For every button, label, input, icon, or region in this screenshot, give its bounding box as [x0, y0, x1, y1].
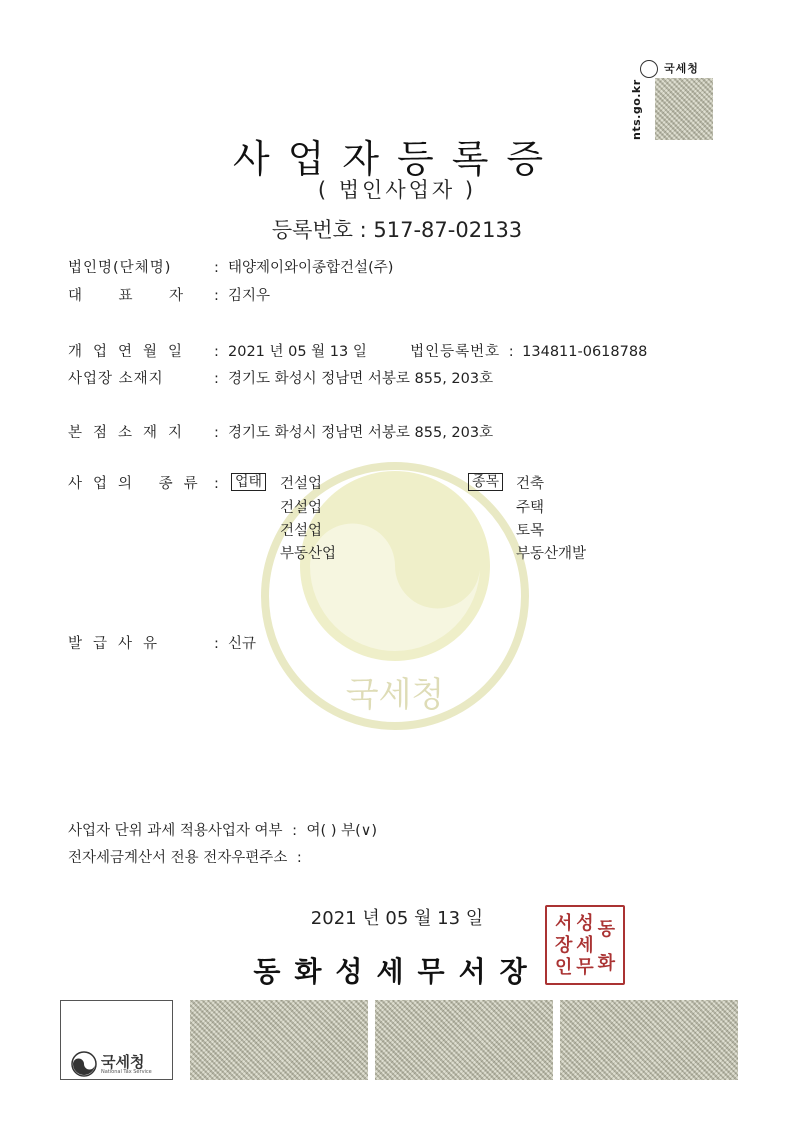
- site-label: 사업장 소재지: [68, 371, 164, 387]
- item-2: 주택: [516, 500, 545, 516]
- issue-value: 신규: [228, 636, 257, 652]
- corp-name-label: 법인명(단체명): [68, 260, 172, 276]
- row-site: 사업장 소재지 : 경기도 화성시 정남면 서봉로 855, 203호: [68, 367, 493, 388]
- rep-label: 대 표 자: [68, 288, 195, 304]
- row-email: 전자세금계산서 전용 전자우편주소 :: [68, 850, 302, 866]
- item-3: 토목: [516, 523, 545, 539]
- unit-tax-label: 사업자 단위 과세 적용사업자 여부: [68, 823, 283, 839]
- nts-url: nts.go.kr: [630, 79, 643, 140]
- tax-office-name: 동화성세무서장: [253, 955, 541, 988]
- logo-text: 국세청: [101, 1053, 145, 1071]
- watermark-text: 국세청: [345, 675, 445, 715]
- corp-reg-value: 134811-0618788: [522, 344, 648, 360]
- official-seal: [545, 905, 625, 985]
- biz-type-label: 사업의 종류: [68, 476, 209, 492]
- item-tag: 종목: [468, 471, 509, 491]
- item-1: 건축: [516, 476, 545, 492]
- nts-mascot-icon: [640, 60, 658, 78]
- seal-column: 동 화: [597, 919, 616, 974]
- security-strip-1: [190, 1000, 368, 1080]
- item-4: 부동산개발: [516, 546, 587, 562]
- corp-reg-label: 법인등록번호: [410, 344, 501, 360]
- sector-1: 건설업: [280, 476, 323, 492]
- sector-3: 건설업: [280, 523, 323, 539]
- sector-2: 건설업: [280, 500, 323, 516]
- registration-number: 등록번호 : 517-87-02133: [271, 218, 523, 242]
- seal-column: 서 장 인: [554, 913, 573, 978]
- issue-label: 발급사유: [68, 636, 169, 652]
- row-issue-reason: 발급사유 : 신규: [68, 632, 256, 653]
- row-open-date: 개업연월일 : 2021 년 05 월 13 일 법인등록번호 : 134811-0618788: [68, 340, 647, 361]
- document-title: 사업자등록증: [232, 137, 562, 181]
- hq-value: 경기도 화성시 정남면 서봉로 855, 203호: [228, 425, 494, 441]
- issue-date: 2021 년 05 월 13 일: [310, 908, 484, 929]
- nts-header-label: 국세청: [664, 62, 699, 75]
- open-date-value: 2021 년 05 월 13 일: [228, 344, 367, 360]
- nts-logo-icon: [71, 1051, 97, 1077]
- row-hq: 본점소재지 : 경기도 화성시 정남면 서봉로 855, 203호: [68, 421, 493, 442]
- row-unit-tax: 사업자 단위 과세 적용사업자 여부 : 여( ) 부(∨): [68, 823, 378, 839]
- corp-name-value: 태양제이와이종합건설(주): [228, 260, 394, 276]
- sector-4: 부동산업: [280, 546, 337, 562]
- seal-column: 성 세 무: [576, 913, 594, 978]
- site-value: 경기도 화성시 정남면 서봉로 855, 203호: [228, 371, 494, 387]
- open-date-label: 개업연월일: [68, 344, 194, 360]
- logo-subtext: National Tax Service: [101, 1069, 152, 1075]
- unit-tax-value: 여( ) 부(∨): [306, 823, 378, 839]
- row-corp-name: 법인명(단체명) : 태양제이와이종합건설(주): [68, 256, 393, 277]
- nts-logo-box: [60, 1000, 173, 1080]
- security-strip-3: [560, 1000, 738, 1080]
- security-strip-2: [375, 1000, 553, 1080]
- rep-value: 김지우: [228, 288, 271, 304]
- sector-tag: 업태: [231, 471, 272, 491]
- row-biz-type: 사업의 종류 :: [68, 472, 228, 493]
- row-representative: 대 표 자 : 김지우: [68, 284, 270, 305]
- document-subtitle: ( 법인사업자 ): [317, 178, 477, 202]
- hq-label: 본점소재지: [68, 425, 194, 441]
- email-label: 전자세금계산서 전용 전자우편주소: [68, 850, 288, 866]
